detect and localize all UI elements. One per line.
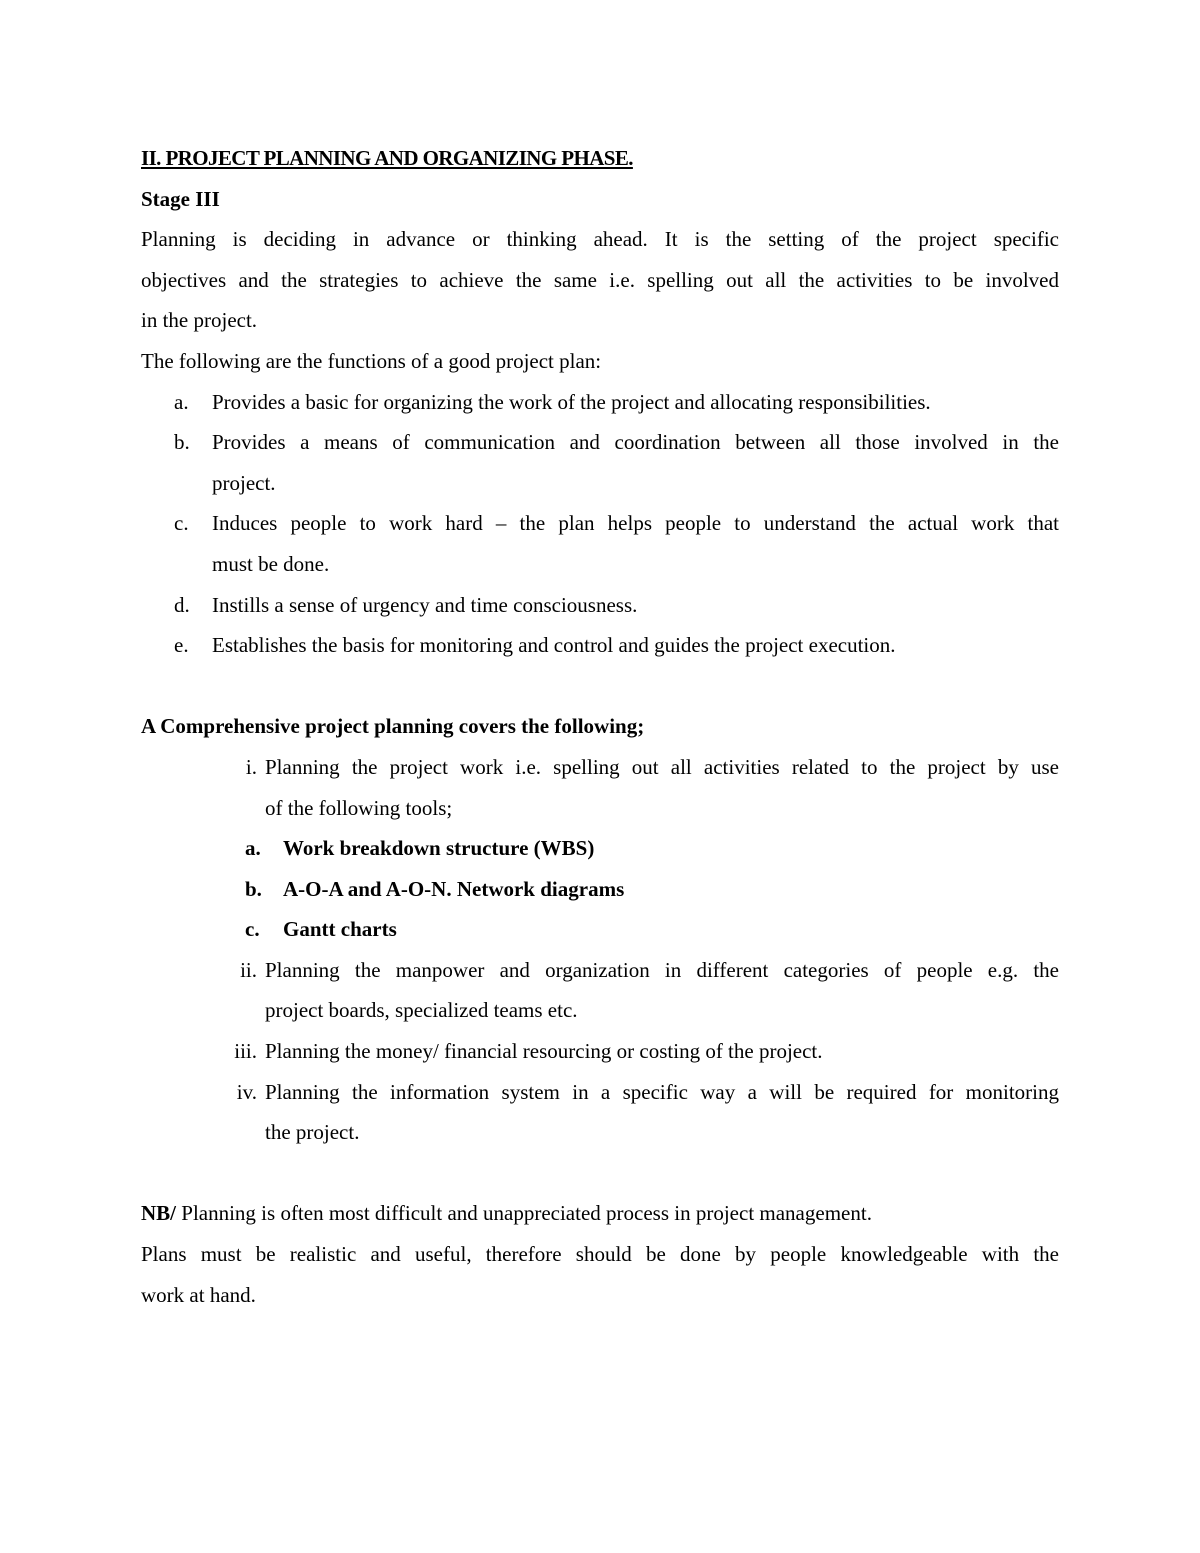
intro-line-2: objectives and the strategies to achieve the same i.e. spelling out all the activities to be involved: [141, 267, 1059, 292]
list-marker: iii.: [234, 1039, 257, 1064]
list-marker: i.: [245, 754, 257, 779]
spacer: [141, 666, 1059, 707]
tool-item-text: Gantt charts: [283, 917, 397, 942]
section-heading: II. PROJECT PLANNING AND ORGANIZING PHASE.: [141, 146, 633, 170]
list-item-text-cont: of the following tools;: [265, 795, 453, 820]
coverage-list: [141, 747, 1059, 1153]
functions-intro: The following are the functions of a good project plan:: [141, 348, 602, 373]
closing-line-2: work at hand.: [141, 1282, 256, 1307]
tool-item-text: A-O-A and A-O-N. Network diagrams: [283, 876, 625, 901]
list-marker: a.: [245, 836, 261, 861]
comprehensive-heading: A Comprehensive project planning covers the following;: [141, 714, 645, 739]
list-marker: b.: [174, 430, 190, 455]
spacer: [141, 1153, 1059, 1194]
list-item-text: Planning the money/ financial resourcing or costing of the project.: [265, 1039, 823, 1064]
tool-item: [141, 828, 1059, 869]
list-item: [141, 1031, 1059, 1072]
list-item: [141, 950, 1059, 1031]
functions-list: [141, 382, 1059, 666]
list-item: [141, 585, 1059, 626]
tool-item: [141, 909, 1059, 950]
list-marker: e.: [174, 633, 189, 658]
list-marker: a.: [174, 389, 189, 414]
list-item: [141, 382, 1059, 423]
list-marker: c.: [245, 917, 260, 942]
list-marker: c.: [174, 511, 189, 536]
list-item-text: Provides a basic for organizing the work of the project and allocating responsibilities.: [212, 389, 931, 414]
nb-label: NB/: [141, 1201, 177, 1226]
list-item: [141, 625, 1059, 666]
list-item: [141, 422, 1059, 503]
list-item: [141, 503, 1059, 584]
list-item-text-cont: must be done.: [212, 551, 330, 576]
list-item-text: Instills a sense of urgency and time consciousness.: [212, 592, 638, 617]
list-marker: iv.: [236, 1079, 257, 1104]
list-item-text-cont: project boards, specialized teams etc.: [265, 998, 578, 1023]
document-page: [141, 138, 1059, 1315]
tool-item-text: Work breakdown structure (WBS): [283, 836, 595, 861]
nb-note: [141, 1193, 1059, 1234]
list-item-text: Provides a means of communication and coordination between all those involved in the: [212, 430, 1059, 455]
list-marker: b.: [245, 876, 262, 901]
list-item: [141, 747, 1059, 828]
intro-line-3: in the project.: [141, 308, 258, 333]
stage-label: Stage III: [141, 186, 220, 211]
list-marker: d.: [174, 592, 190, 617]
nb-text: Planning is often most difficult and unappreciated process in project management.: [176, 1201, 872, 1226]
list-item-text: Establishes the basis for monitoring and control and guides the project execution.: [212, 633, 896, 658]
list-item-text-cont: the project.: [265, 1120, 360, 1145]
closing-line-1: Plans must be realistic and useful, therefore should be done by people knowledgeable with the: [141, 1242, 1059, 1267]
list-item-text: Planning the project work i.e. spelling out all activities related to the project by use: [265, 754, 1059, 779]
list-item-text-cont: project.: [212, 470, 276, 495]
list-item-text: Planning the information system in a specific way a will be required for monitoring: [265, 1079, 1059, 1104]
tool-item: [141, 869, 1059, 910]
list-marker: ii.: [240, 957, 257, 982]
intro-line-1: Planning is deciding in advance or thinking ahead. It is the setting of the project specific: [141, 227, 1059, 252]
list-item: [141, 1072, 1059, 1153]
list-item-text: Induces people to work hard – the plan helps people to understand the actual work that: [212, 511, 1059, 536]
list-item-text: Planning the manpower and organization in different categories of people e.g. the: [265, 957, 1059, 982]
